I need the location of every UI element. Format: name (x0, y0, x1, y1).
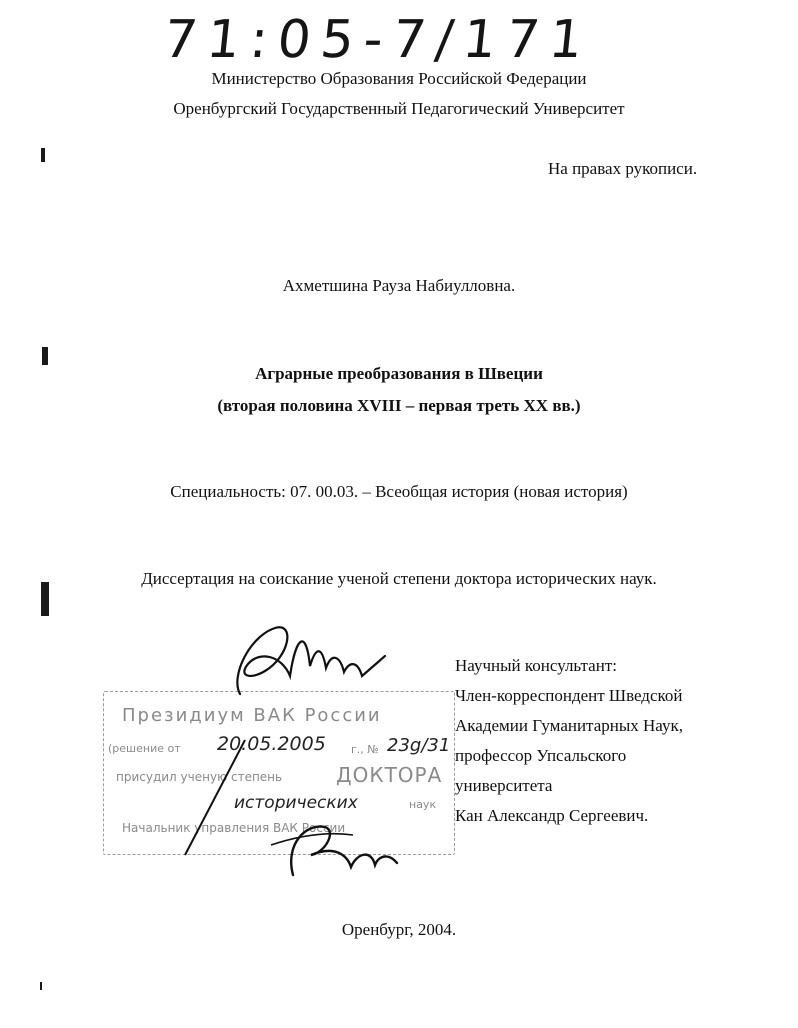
handwritten-catalog-number (158, 8, 598, 70)
dissertation-type: Диссертация на соискание ученой степени доктора исторических наук. (141, 569, 657, 588)
scan-speck (40, 982, 42, 990)
place-year: Оренбург, 2004. (341, 920, 457, 939)
stamp-signatory: Начальник управления ВАК России (122, 821, 346, 835)
stamp-science-field: исторических (234, 793, 358, 813)
stamp-decision-suffix: г., № (351, 743, 379, 756)
consultant-line: Кан Александр Сергеевич. (455, 806, 649, 825)
thesis-title-line-2: (вторая половина XVIII – первая треть XX вв.) (217, 396, 581, 415)
handwritten-code: 71:05-7/171 (160, 10, 596, 70)
scan-speck (41, 148, 45, 162)
scan-speck (42, 347, 48, 365)
specialty: Специальность: 07. 00.03. – Всеобщая история (новая история) (170, 482, 628, 501)
manuscript-rights: На правах рукописи. (548, 159, 698, 178)
stamp-award-prefix: присудил ученую степень (116, 770, 283, 784)
author-signature (220, 616, 400, 706)
consultant-label: Научный консультант: (455, 656, 617, 675)
consultant-line: профессор Упсальского (455, 746, 627, 765)
university-name: Оренбургский Государственный Педагогический Университет (173, 99, 625, 118)
ministry-name: Министерство Образования Российской Федерации (211, 69, 587, 88)
stamp-award-degree: ДОКТОРА (336, 763, 443, 787)
stamp-decision-number: 23g/31 (387, 735, 451, 756)
stamp-decision-prefix: (решение от (108, 742, 181, 755)
consultant-line: университета (455, 776, 553, 795)
author-name: Ахметшина Рауза Набиулловна. (282, 276, 516, 295)
thesis-title-line-1: Аграрные преобразования в Швеции (255, 364, 543, 383)
consultant-line: Член-корреспондент Шведской (455, 686, 683, 705)
official-signature (175, 735, 405, 885)
stamp-science-suffix: наук (409, 798, 437, 811)
consultant-line: Академии Гуманитарных Наук, (455, 716, 683, 735)
stamp-header: Президиум ВАК России (122, 705, 382, 726)
stamp-decision-date: 20.05.2005 (217, 733, 326, 755)
scan-speck (41, 582, 49, 616)
